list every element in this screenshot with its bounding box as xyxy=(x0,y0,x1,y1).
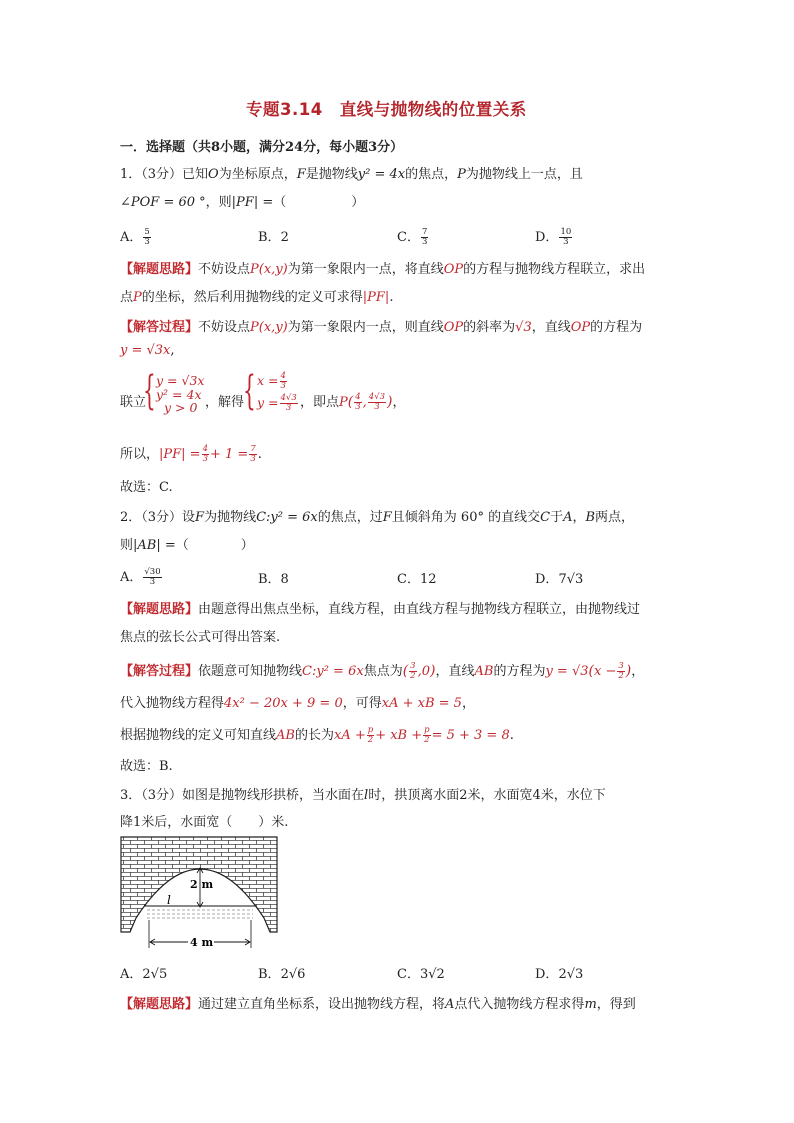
q1-solve-label: ，解得 xyxy=(205,395,245,410)
q2-stem-line2: 则|AB| =（ ） xyxy=(120,538,254,553)
q2-idea-line1: 【解题思路】由题意得出焦点坐标，直线方程，由直线方程与抛物线方程联立，由抛物线过 xyxy=(120,602,641,617)
q1-solution-line1: 【解答过程】不妨设点P(x,y)为第一象限内一点，则直线OP的斜率为√3，直线OP的方程为 xyxy=(120,320,643,335)
height-marker xyxy=(190,868,213,907)
q1-idea-line1: 【解题思路】不妨设点P(x,y)为第一象限内一点，将直线OP的方程与抛物线方程联立，求出 xyxy=(120,262,646,277)
q1-option-a[interactable]: A． $\frac{5}{3}$ xyxy=(120,227,150,247)
q2-stem-line1: 2．（3分）设F为抛物线C:y² = 6x的焦点，过F且倾斜角为 60° 的直线交C于A，B两点， xyxy=(120,510,635,525)
q3-option-c[interactable]: C．3√2 xyxy=(397,967,445,982)
width-label: 4 m xyxy=(190,936,214,949)
q1-option-c[interactable]: C． $\frac{7}{3}$ xyxy=(397,227,428,247)
q1-result: { x = $\frac{4}{3}$ y = $\frac{4√3}{3}$ xyxy=(243,368,297,414)
width-marker xyxy=(149,920,251,949)
q1-answer: 故选：C. xyxy=(120,480,173,495)
q3-stem-line2: 降1米后，水面宽（ ）米. xyxy=(120,815,289,830)
bridge-figure xyxy=(120,836,280,952)
section-heading: 一．选择题（共8小题，满分24分，每小题3分） xyxy=(120,140,404,155)
q1-solution-line2: y = √3x, xyxy=(120,343,175,358)
q2-solution-line2: 代入抛物线方程得4x² − 20x + 9 = 0，可得xA + xB = 5， xyxy=(120,696,475,711)
q1-idea-line2: 点P的坐标，然后利用抛物线的定义可求得|PF|. xyxy=(120,290,394,305)
q3-idea-line1: 【解题思路】通过建立直角坐标系，设出抛物线方程，将A点代入抛物线方程求得m，得到 xyxy=(120,997,636,1012)
q1-point: ，即点P( $\frac{4}{3}$ , $\frac{4√3}{3}$ )， xyxy=(300,392,406,412)
q3-option-a[interactable]: A．2√5 xyxy=(120,967,168,982)
q3-option-d[interactable]: D．2√3 xyxy=(535,967,584,982)
q1-therefore: 所以，|PF| = $\frac{4}{3}$ + 1 = $\frac{7}{3}$ . xyxy=(120,444,262,464)
q3-stem-line1: 3．（3分）如图是抛物线形拱桥，当水面在l时，拱顶离水面2米，水面宽4米，水位下 xyxy=(120,788,606,803)
q2-answer: 故选：B. xyxy=(120,759,173,774)
q3-option-b[interactable]: B．2√6 xyxy=(258,967,306,982)
q2-solution-line1: 【解答过程】依题意可知抛物线C:y² = 6x焦点为( $\frac{3}{2}$ ,0)，直线AB的方程为y = √3(x − $\frac{3}{2}$ )， xyxy=(120,661,645,681)
q2-option-d[interactable]: D．7√3 xyxy=(535,572,584,587)
q1-stem-line1: 1．（3分）已知O为坐标原点，F是抛物线y² = 4x的焦点，P为抛物线上一点，且 xyxy=(120,167,583,182)
q1-system: { y = √3x y² = 4x y > 0 xyxy=(143,368,205,415)
brace-icon: { xyxy=(143,368,156,414)
q2-solution-line3: 根据抛物线的定义可知直线AB的长为xA + $\frac{p}{2}$ + xB + $\frac{p}{2}$ = 5 + 3 = 8. xyxy=(120,725,514,745)
q1-option-d[interactable]: D． $\frac{10}{3}$ xyxy=(535,227,572,247)
water-line-label: l xyxy=(167,893,171,907)
q1-system-label: 联立 xyxy=(120,395,147,410)
q2-option-b[interactable]: B．8 xyxy=(258,572,289,587)
q2-option-c[interactable]: C．12 xyxy=(397,572,437,587)
q2-option-a[interactable]: A． $\frac{√30}{3}$ xyxy=(120,567,161,587)
q1-option-b[interactable]: B．2 xyxy=(258,230,289,245)
q2-idea-line2: 焦点的弦长公式可得出答案. xyxy=(120,630,281,645)
q1-stem-line2: ∠POF = 60 °，则|PF| =（ ） xyxy=(120,195,365,210)
brace-icon: { xyxy=(243,368,256,414)
height-label: 2 m xyxy=(190,878,214,891)
water-area xyxy=(144,906,256,920)
page-title: 专题3.14 直线与抛物线的位置关系 xyxy=(246,100,527,119)
